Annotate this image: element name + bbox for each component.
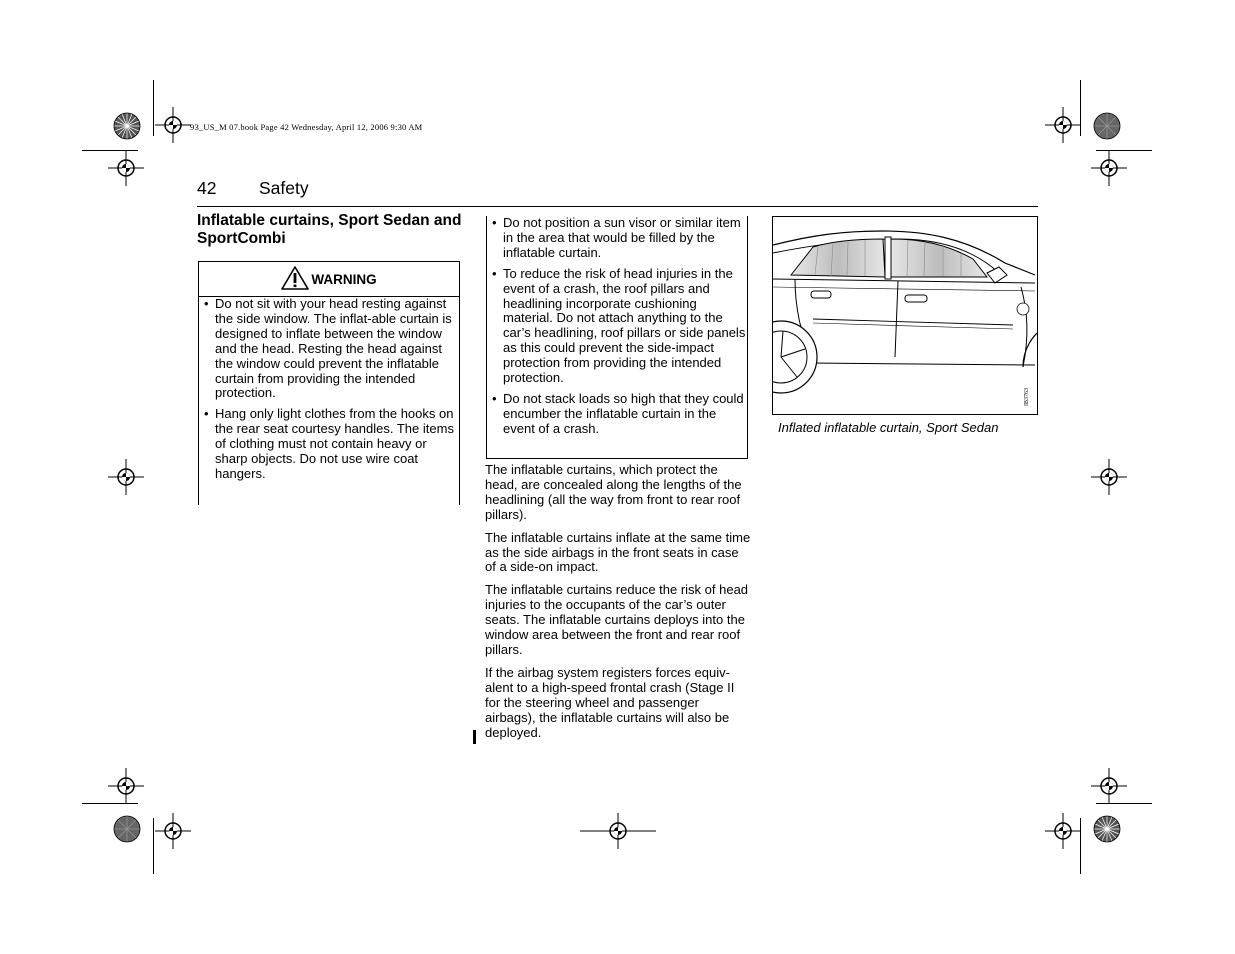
starburst-target-icon (113, 112, 141, 140)
registration-mark-icon (108, 150, 144, 186)
list-item: • To reduce the risk of head injuries in the event of a crash, the roof pillars and headlining incorporate cushioning material. Do not attach anything to the car’s headlining, roof pillars or side panels as this could prevent the side-impact protection from providing the intended protection. (487, 267, 747, 386)
registration-mark-icon (1045, 813, 1081, 849)
starburst-target-icon (1093, 112, 1121, 140)
paragraph: The inflatable curtains reduce the risk of head injuries to the occupants of the car’s outer seats. The inflatable curtains deploys into the window area between the front and rear roof pillars. (485, 582, 749, 657)
starburst-target-icon (1093, 815, 1121, 843)
figure-code: IB3763 (1024, 388, 1030, 406)
paragraph: If the airbag system registers forces equiv-alent to a high-speed frontal crash (Stage II for the steering wheel and passenger airbags), the inflatable curtains will also be deployed. (485, 664, 735, 740)
warning-list (199, 297, 459, 482)
figure-caption: Inflated inflatable curtain, Sport Sedan (778, 420, 999, 435)
warning-header (199, 262, 459, 297)
registration-mark-icon (155, 107, 191, 143)
page-heading: Inflatable curtains, Sport Sedan and SportCombi (197, 212, 462, 247)
list-item: • Do not position a sun visor or similar item in the area that would be filled by the inflatable curtain. (487, 216, 747, 261)
car-illustration (772, 216, 1038, 415)
registration-mark-icon (580, 813, 656, 849)
header-rule (197, 206, 1038, 207)
warning-list-continued (487, 216, 747, 437)
registration-mark-icon (1091, 459, 1127, 495)
paragraph: The inflatable curtains inflate at the same time as the side airbags in the front seats in case of a side-on impact. (485, 529, 751, 575)
section-title: Safety (259, 178, 309, 198)
change-bar (473, 730, 476, 744)
page-number: 42 (197, 178, 217, 198)
registration-mark-icon (1045, 107, 1081, 143)
list-item: • Hang only light clothes from the hooks on the rear seat courtesy handles. The items of clothing must not contain heavy or sharp objects. Do not use wire coat hangers. (199, 407, 459, 482)
print-file-info: 93_US_M 07.book Page 42 Wednesday, April 12, 2006 9:30 AM (190, 122, 423, 132)
registration-mark-icon (155, 813, 191, 849)
registration-mark-icon (108, 768, 144, 804)
paragraph: The inflatable curtains, which protect the head, are concealed along the lengths of the headlining (all the way from front to rear roof pillars). (485, 462, 742, 522)
starburst-target-icon (113, 815, 141, 843)
warning-label: WARNING (311, 271, 377, 287)
warning-box (198, 261, 460, 505)
warning-box-continued (486, 216, 748, 459)
body-text (485, 463, 751, 748)
car-side-curtain-icon (773, 217, 1037, 414)
registration-mark-icon (1091, 768, 1127, 804)
registration-mark-icon (1091, 150, 1127, 186)
list-item: • Do not stack loads so high that they could encumber the inflatable curtain in the event of a crash. (487, 392, 747, 437)
registration-mark-icon (108, 459, 144, 495)
list-item: • Do not sit with your head resting against the side window. The inflat-able curtain is designed to inflate between the window and the head. Resting the head against the window could prevent the inflatable curtain from providing the intended protection. (199, 297, 459, 401)
warning-triangle-icon (281, 266, 311, 293)
